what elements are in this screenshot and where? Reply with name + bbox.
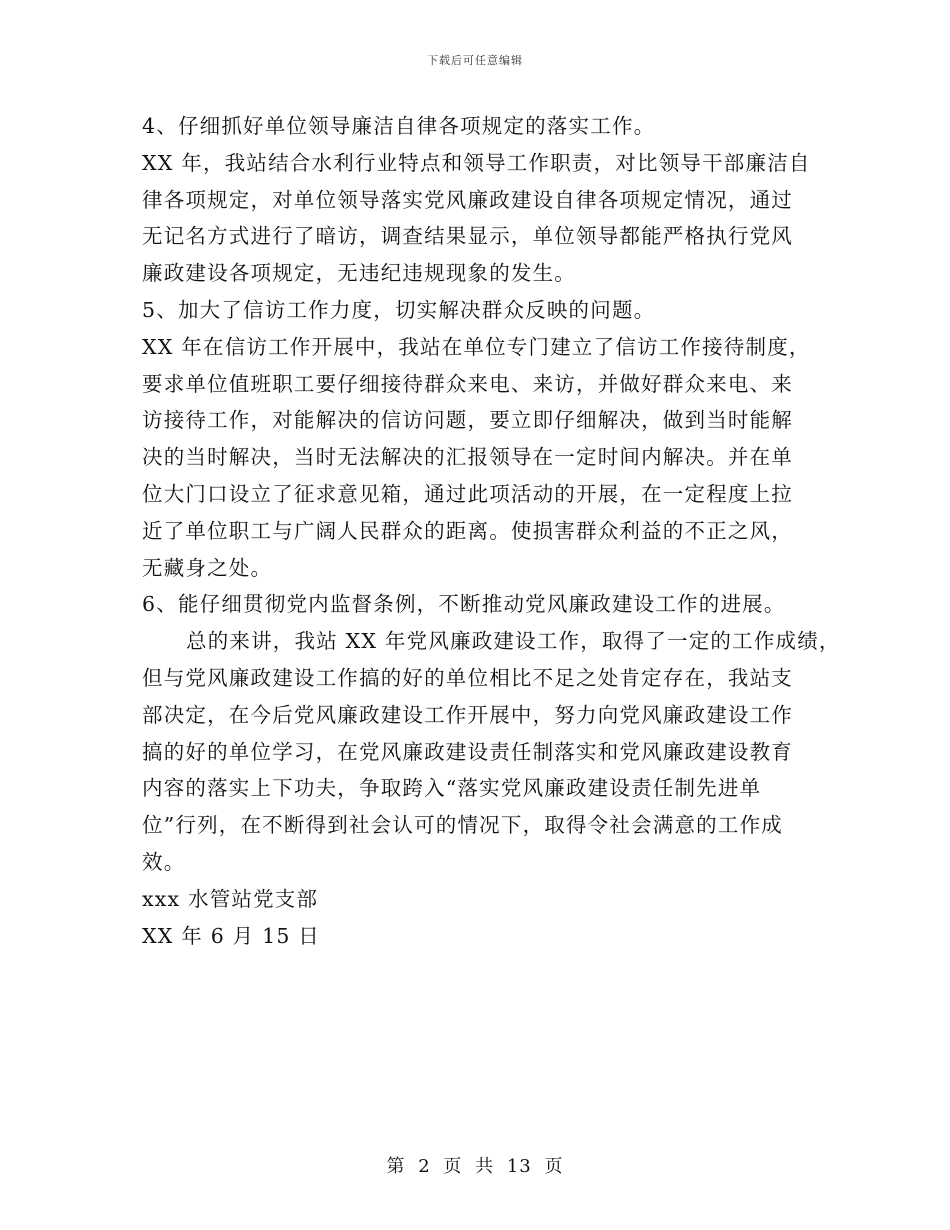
text-line: 要求单位值班职工要仔细接待群众来电、来访，并做好群众来电、来 [142, 371, 793, 396]
text-line: XX 年在信访工作开展中，我站在单位专门建立了信访工作接待制度， [142, 334, 811, 359]
page-header: 下载后可任意编辑 [427, 54, 523, 67]
text-line: 无记名方式进行了暗访，调查结果显示，单位领导都能严格执行党风 [142, 224, 793, 249]
text-line: 访接待工作，对能解决的信访问题，要立即仔细解决，做到当时能解 [142, 408, 793, 433]
text-line: 位大门口设立了征求意见箱，通过此项活动的开展，在一定程度上拉 [142, 481, 793, 506]
page-footer: 第 2 页 共 13 页 [386, 1156, 564, 1177]
signature-date: XX 年 6 月 15 日 [142, 923, 320, 948]
text-line: 搞的好的单位学习，在党风廉政建设责任制落实和党风廉政建设教育 [142, 739, 793, 764]
text-line: 但与党风廉政建设工作搞的好的单位相比不足之处肯定存在，我站支 [142, 665, 793, 690]
text-line: 部决定，在今后党风廉政建设工作开展中，努力向党风廉政建设工作 [142, 702, 793, 727]
text-line: 内容的落实上下功夫，争取跨入“落实党风廉政建设责任制先进单 [142, 776, 762, 801]
text-line: XX 年，我站结合水利行业特点和领导工作职责，对比领导干部廉洁自 [142, 150, 811, 175]
text-line: 5、加大了信访工作力度，切实解决群众反映的问题。 [142, 297, 656, 322]
text-line: 律各项规定，对单位领导落实党风廉政建设自律各项规定情况，通过 [142, 187, 793, 212]
text-line: 廉政建设各项规定，无违纪违规现象的发生。 [142, 261, 576, 286]
text-line: 近了单位职工与广阔人民群众的距离。使损害群众利益的不正之风， [142, 518, 793, 543]
text-line: 决的当时解决，当时无法解决的汇报领导在一定时间内解决。并在单 [142, 445, 793, 470]
signature-organization: xxx 水管站党支部 [142, 886, 319, 911]
text-line: 无藏身之处。 [142, 555, 273, 580]
text-line: 位”行列，在不断得到社会认可的情况下，取得令社会满意的工作成 [142, 813, 783, 838]
text-line: 效。 [142, 849, 186, 874]
text-line: 4、仔细抓好单位领导廉洁自律各项规定的落实工作。 [142, 114, 656, 138]
text-line: 6、能仔细贯彻党内监督条例，不断推动党风廉政建设工作的进展。 [142, 592, 786, 617]
document-body [142, 108, 841, 954]
text-line: 总的来讲，我站 XX 年党风廉政建设工作，取得了一定的工作成绩， [186, 629, 841, 654]
